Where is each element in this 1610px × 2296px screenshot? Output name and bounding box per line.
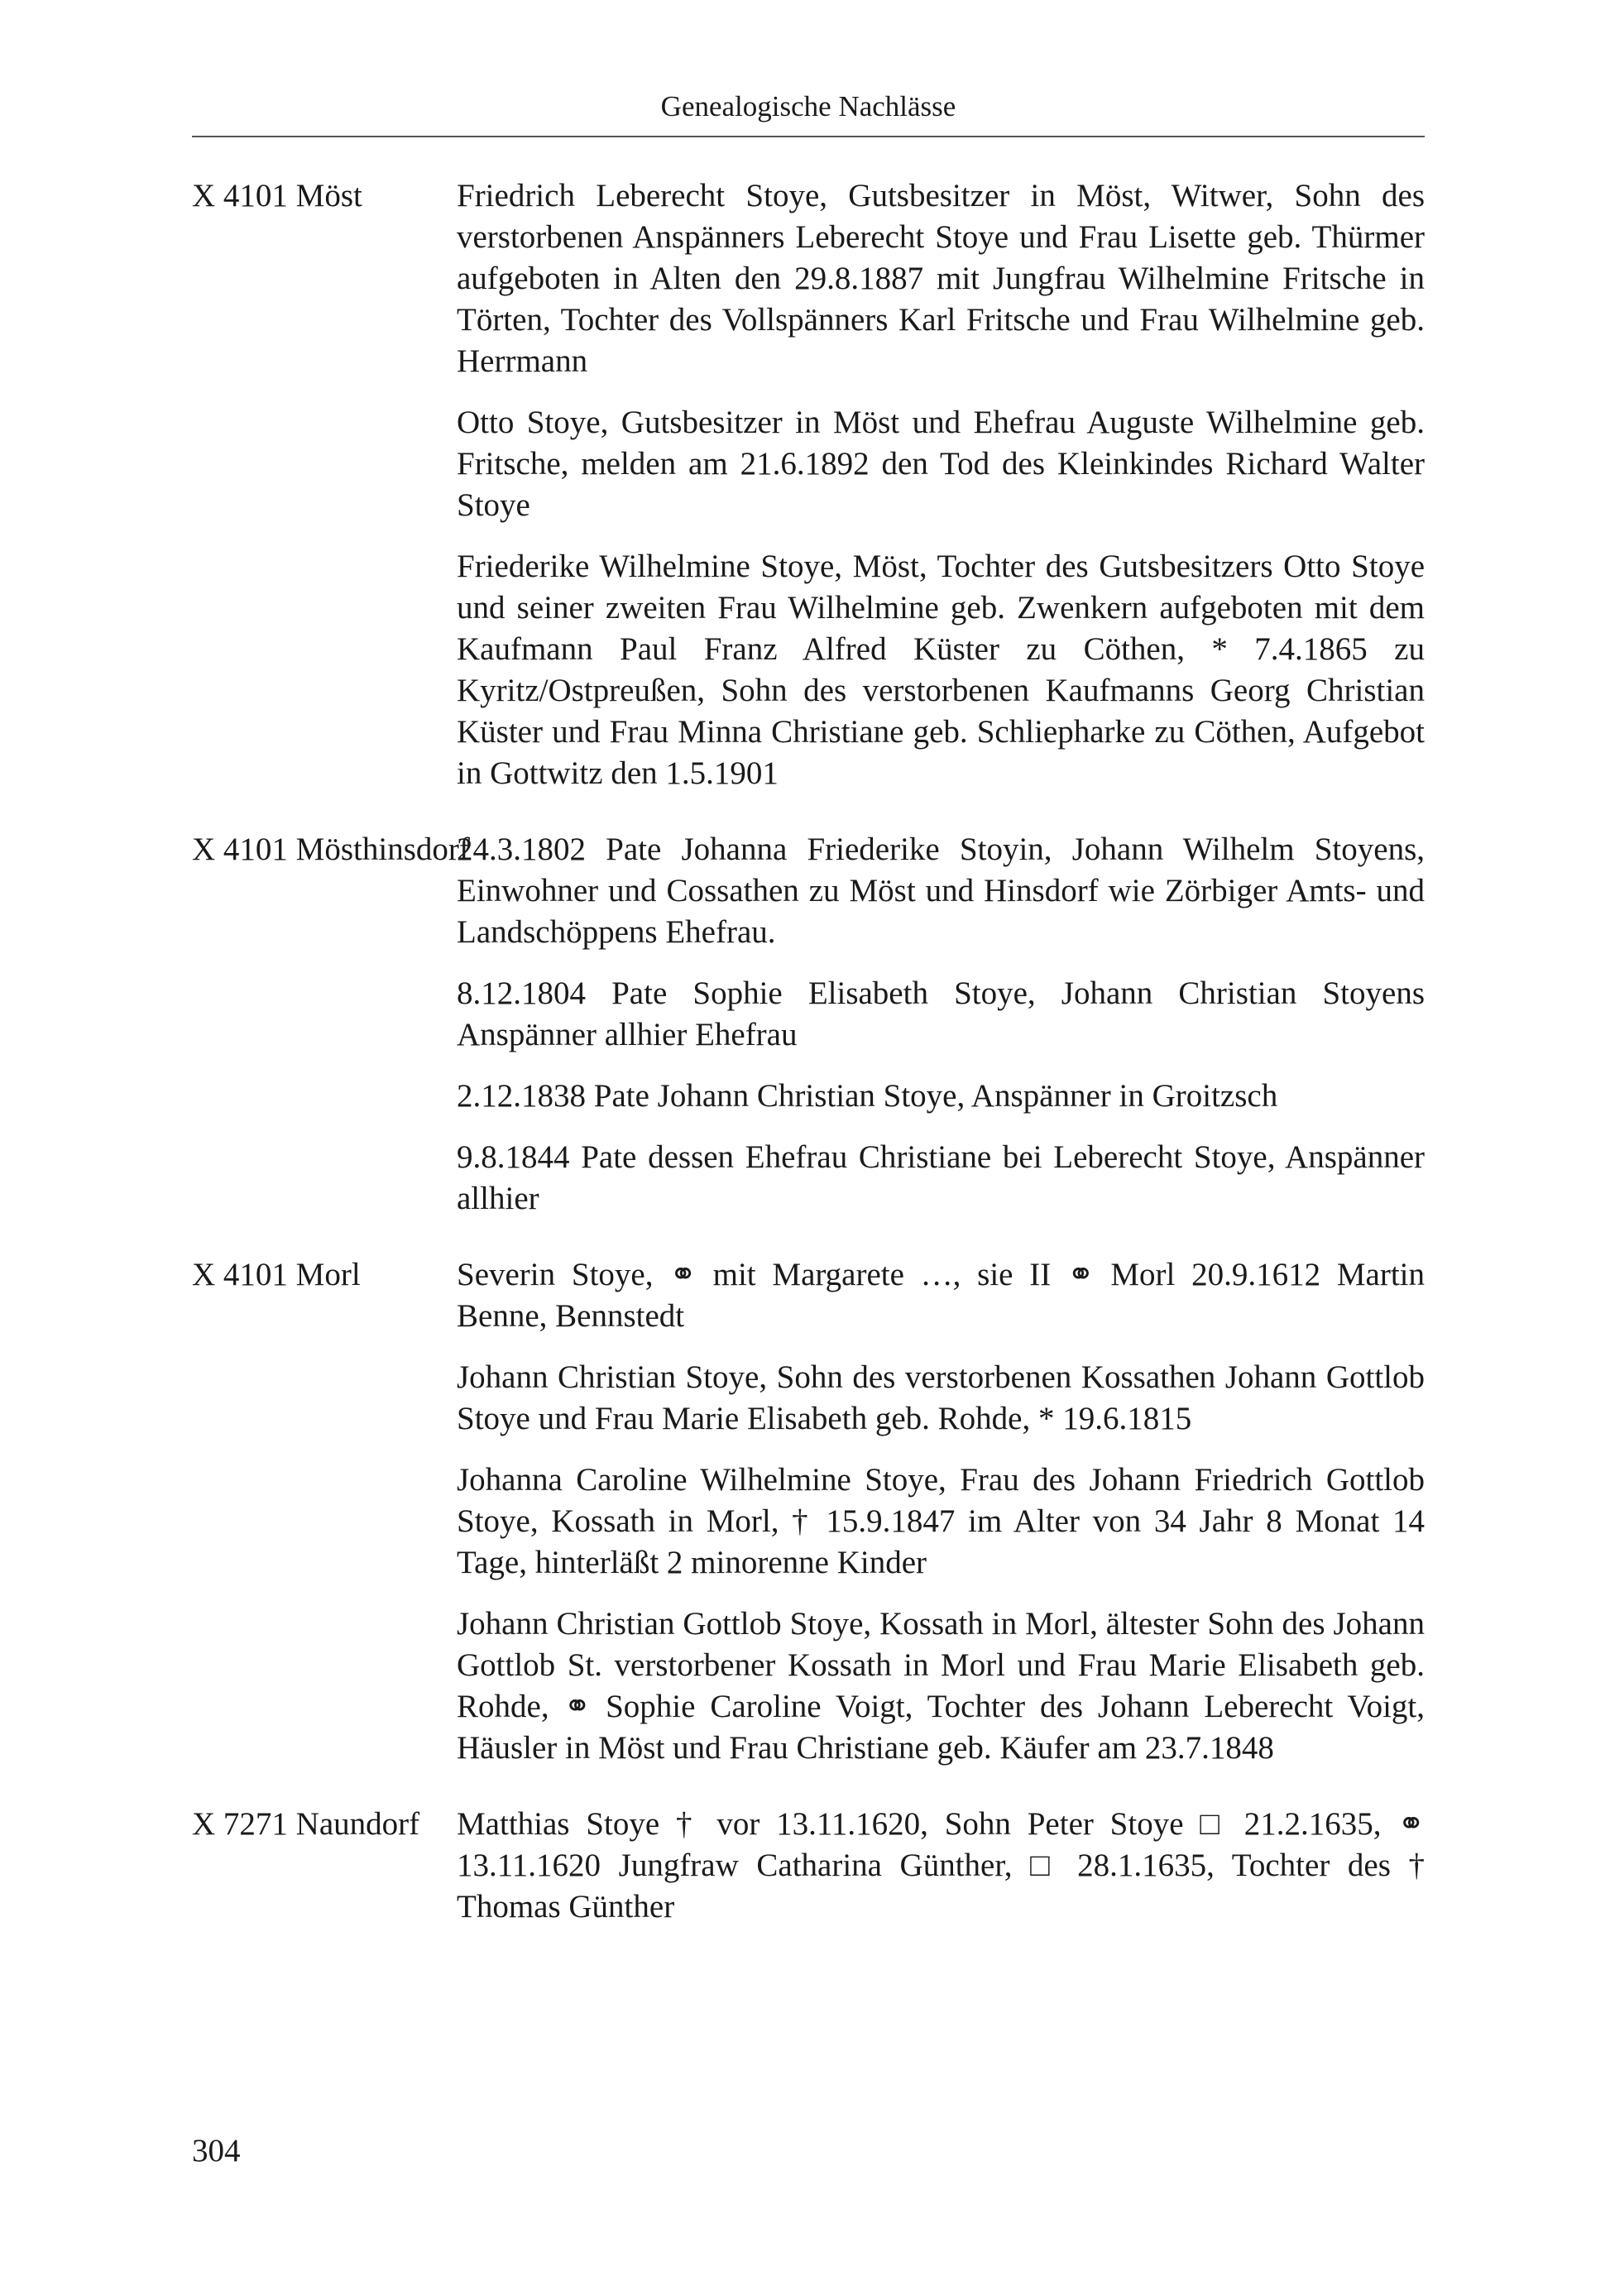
entry-naundorf xyxy=(192,1804,1425,1928)
entry-body xyxy=(457,829,1425,1220)
entry-place: X 7271 Naundorf xyxy=(192,1806,420,1842)
entry-moesthinsdorf xyxy=(192,829,1425,1220)
entry-body xyxy=(457,1804,1425,1928)
entry-paragraph: Johann Christian Gottlob Stoye, Kossath in Morl, ältester Sohn des Johann Gottlob St. verstorbener Kossath in Morl und Frau Marie Elisabeth geb. Rohde, ⚭ Sophie Caroline Voigt, Tochter des Johann Leberecht Voigt, Häusler in Möst und Frau Christiane geb. Käufer am 23.7.1848 xyxy=(457,1606,1425,1766)
entry-morl xyxy=(192,1254,1425,1769)
entry-place: X 4101 Möst xyxy=(192,178,362,213)
entry-paragraph: Johanna Caroline Wilhelmine Stoye, Frau des Johann Friedrich Gottlob Stoye, Kossath in Morl, † 15.9.1847 im Alter von 34 Jahr 8 Monat 14 Tage, hinterläßt 2 minorenne Kinder xyxy=(457,1462,1425,1580)
entry-place: X 4101 Morl xyxy=(192,1257,361,1292)
entry-paragraph: Matthias Stoye † vor 13.11.1620, Sohn Peter Stoye □ 21.2.1635, ⚭ 13.11.1620 Jungfraw Catharina Günther, □ 28.1.1635, Tochter des † Thomas Günther xyxy=(457,1806,1425,1925)
entry-body xyxy=(457,175,1425,794)
running-header: Genealogische Nachlässe xyxy=(660,90,956,122)
entry-paragraph: Otto Stoye, Gutsbesitzer in Möst und Ehefrau Auguste Wilhelmine geb. Fritsche, melden am 21.6.1892 den Tod des Kleinkindes Richard Walter Stoye xyxy=(457,405,1425,523)
header-rule xyxy=(192,136,1425,137)
entry-place: X 4101 Mösthinsdorf xyxy=(192,832,470,867)
entry-paragraph: 9.8.1844 Pate dessen Ehefrau Christiane bei Leberecht Stoye, Anspänner allhier xyxy=(457,1139,1425,1216)
entry-paragraph: 2.12.1838 Pate Johann Christian Stoye, Anspänner in Groitzsch xyxy=(457,1078,1278,1114)
entry-paragraph: Johann Christian Stoye, Sohn des verstorbenen Kossathen Johann Gottlob Stoye und Frau Marie Elisabeth geb. Rohde, * 19.6.1815 xyxy=(457,1359,1425,1436)
page-number: 304 xyxy=(192,2133,241,2169)
entry-paragraph: 8.12.1804 Pate Sophie Elisabeth Stoye, Johann Christian Stoyens Anspänner allhier Ehefrau xyxy=(457,975,1425,1052)
entry-paragraph: 24.3.1802 Pate Johanna Friederike Stoyin, Johann Wilhelm Stoyens, Einwohner und Cossathen zu Möst und Hinsdorf wie Zörbiger Amts- und Landschöppens Ehefrau. xyxy=(457,832,1425,950)
entry-paragraph: Severin Stoye, ⚭ mit Margarete …, sie II ⚭ Morl 20.9.1612 Martin Benne, Bennstedt xyxy=(457,1257,1425,1334)
entry-body xyxy=(457,1254,1425,1769)
register-entries xyxy=(192,175,1425,1963)
entry-paragraph: Friederike Wilhelmine Stoye, Möst, Tochter des Gutsbesitzers Otto Stoye und seiner zweiten Frau Wilhelmine geb. Zwenkern aufgeboten mit dem Kaufmann Paul Franz Alfred Küster zu Cöthen, * 7.4.1865 zu Kyritz/Ostpreußen, Sohn des verstorbenen Kaufmanns Georg Christian Küster und Frau Minna Christiane geb. Schliepharke zu Cöthen, Aufgebot in Gottwitz den 1.5.1901 xyxy=(457,549,1425,791)
entry-moest xyxy=(192,175,1425,794)
entry-paragraph: Friedrich Leberecht Stoye, Gutsbesitzer in Möst, Witwer, Sohn des verstorbenen Anspänners Leberecht Stoye und Frau Lisette geb. Thürmer aufgeboten in Alten den 29.8.1887 mit Jungfrau Wilhelmine Fritsche in Törten, Tochter des Vollspänners Karl Fritsche und Frau Wilhelmine geb. Herrmann xyxy=(457,178,1425,379)
